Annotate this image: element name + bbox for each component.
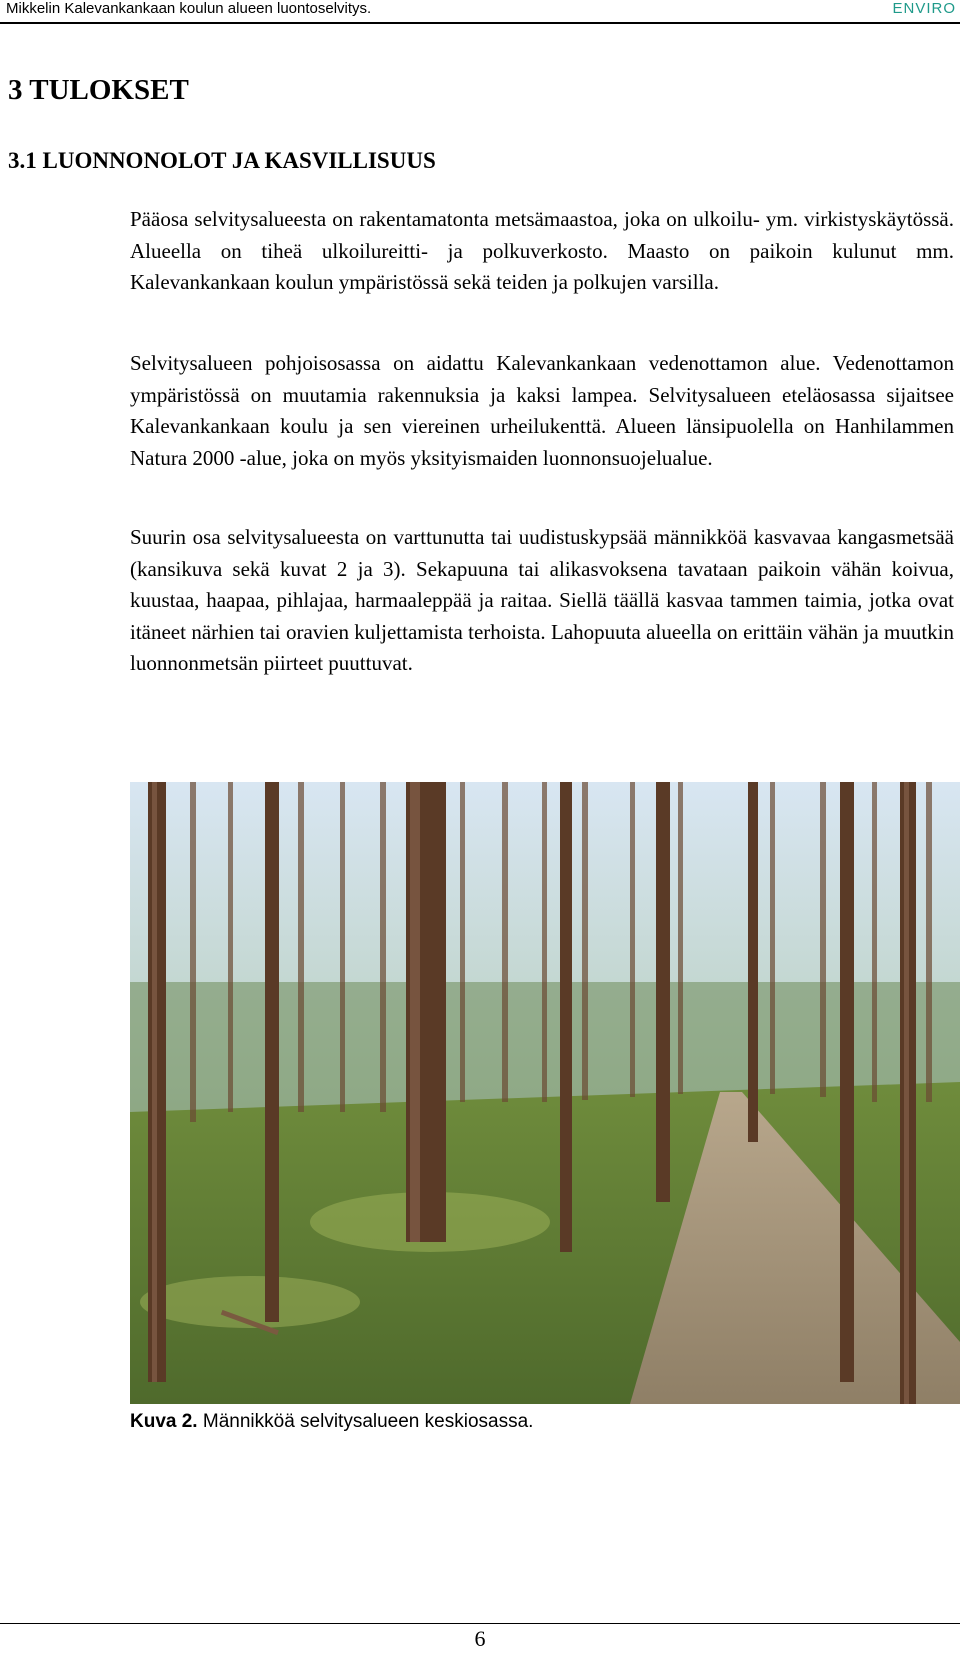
paragraph: Suurin osa selvitysalueesta on varttunutta tai uudistuskypsää männikköä kasvavaa kangasmetsää (kansikuva sekä kuvat 2 ja 3). Sekapuuna tai alikasvoksena tavataan paikoin vähän koivua, kuustaa, haapaa, pihlajaa, harmaaleppää ja raitaa. Siellä täällä kasvaa tammen taimia, jotka ovat itäneet närhien tai oravien kuljettamista terhoista. Lahopuuta alueella on erittäin vähän ja muutkin luonnonmetsän piirteet puuttuvat. [130, 525, 954, 676]
page-number: 6 [474, 1626, 486, 1651]
footer-divider [0, 1623, 960, 1624]
header-divider [0, 22, 960, 24]
figure-label: Kuva 2. [130, 1411, 198, 1432]
figure-caption [130, 1411, 533, 1433]
figure-caption-text: Männikköä selvitysalueen keskiosassa. [197, 1411, 534, 1432]
forest-photo [130, 782, 960, 1404]
subsection-heading: 3.1 LUONNONOLOT JA KASVILLISUUS [8, 148, 436, 173]
paragraph: Pääosa selvitysalueesta on rakentamatonta metsämaastoa, joka on ulkoilu- ym. virkistyskäytössä. Alueella on tiheä ulkoilureitti- ja polkuverkosto. Maasto on paikoin kulunut mm. Kalevankankaan koulun ympäristössä sekä teiden ja polkujen varsilla. [130, 207, 954, 295]
paragraph: Selvitysalueen pohjoisosassa on aidattu Kalevankankaan vedenottamon alue. Vedenottamon ympäristössä on muutamia rakennuksia ja kaksi lampea. Selvitysalueen eteläosassa sijaitsee Kalevankankaan koulu ja sen viereinen urheilukenttä. Alueen länsipuolella on Hanhilammen Natura 2000 -alue, joka on myös yksityismaiden luonnonsuojelualue. [130, 351, 954, 470]
enviro-logo: ENVIRO [892, 0, 956, 17]
page-header [0, 0, 960, 24]
document-title: Mikkelin Kalevankankaan koulun alueen luontoselvitys. [6, 0, 372, 17]
section-heading: 3 TULOKSET [8, 74, 189, 106]
